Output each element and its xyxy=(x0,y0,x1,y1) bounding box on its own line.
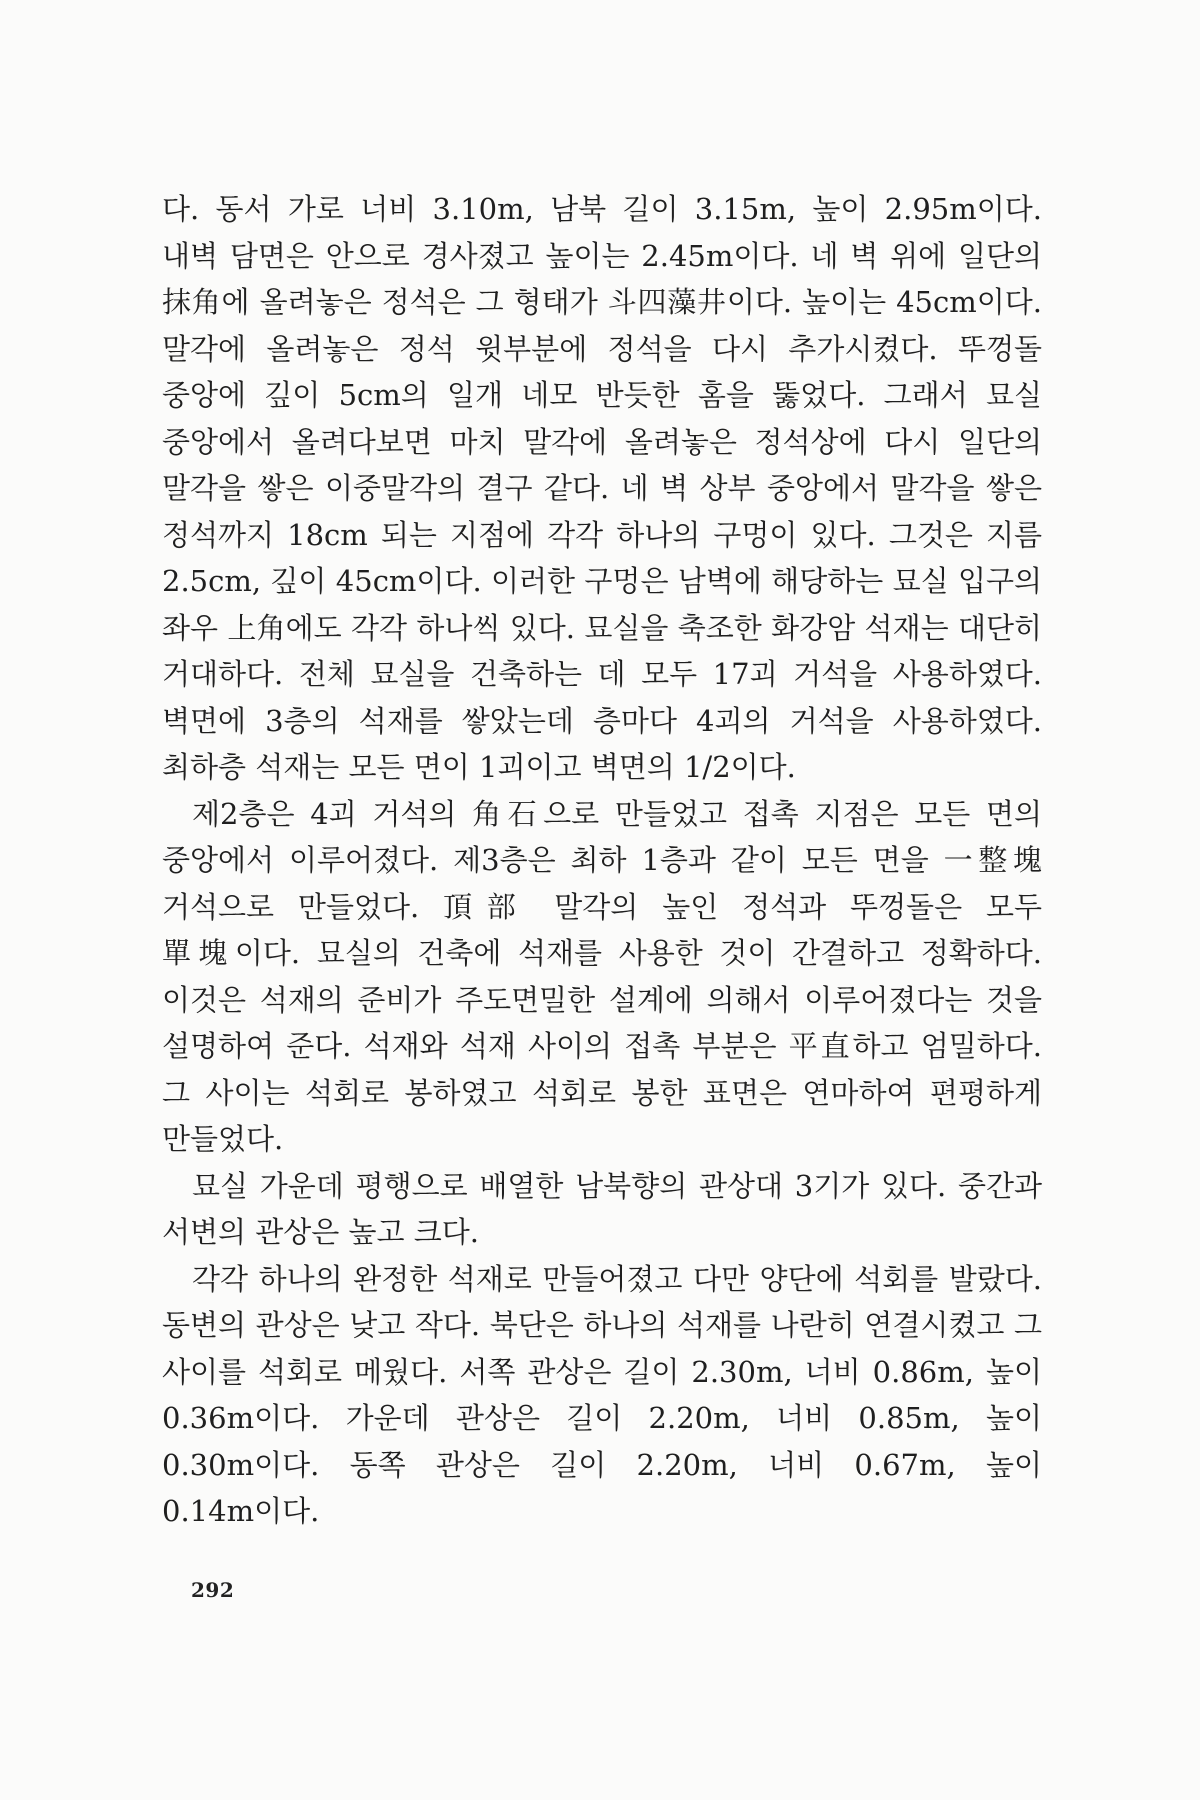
page-number: 292 xyxy=(191,1578,235,1602)
paragraph-4: 각각 하나의 완정한 석재로 만들어졌고 다만 양단에 석회를 발랐다. 동변의 관상은 낮고 작다. 북단은 하나의 석재를 나란히 연결시켰고 그 사이를 석회로 메웠다. 서쪽 관상은 길이 2.30m, 너비 0.86m, 높이 0.36m이다. 가운데 관상은 길이 2.20m, 너비 0.85m, 높이 0.30m이다. 동쪽 관상은 길이 2.20m, 너비 0.67m, 높이 0.14m이다. xyxy=(162,1261,1042,1528)
paragraph-1: 다. 동서 가로 너비 3.10m, 남북 길이 3.15m, 높이 2.95m이다. 내벽 담면은 안으로 경사졌고 높이는 2.45m이다. 네 벽 위에 일단의 抹角에 올려놓은 정석은 그 형태가 斗四藻井이다. 높이는 45cm이다. 말각에 올려놓은 정석 윗부분에 정석을 다시 추가시켰다. 뚜껑돌 중앙에 깊이 5cm의 일개 네모 반듯한 홈을 뚫었다. 그래서 묘실 중앙에서 올려다보면 마치 말각에 올려놓은 정석상에 다시 일단의 말각을 쌓은 이중말각의 결구 같다. 네 벽 상부 중앙에서 말각을 쌓은 정석까지 18cm 되는 지점에 각각 하나의 구멍이 있다. 그것은 지름 2.5cm, 깊이 45cm이다. 이러한 구멍은 남벽에 해당하는 묘실 입구의 좌우 上角에도 각각 하나씩 있다. 묘실을 축조한 화강암 석재는 대단히 거대하다. 전체 묘실을 건축하는 데 모두 17괴 거석을 사용하였다. 벽면에 3층의 석재를 쌓았는데 층마다 4괴의 거석을 사용하였다. 최하층 석재는 모든 면이 1괴이고 벽면의 1/2이다. xyxy=(162,192,1042,784)
body-text xyxy=(162,186,1042,1535)
paragraph-3: 묘실 가운데 평행으로 배열한 남북향의 관상대 3기가 있다. 중간과 서변의 관상은 높고 크다. xyxy=(162,1168,1042,1249)
paragraph-2: 제2층은 4괴 거석의 角石으로 만들었고 접촉 지점은 모든 면의 중앙에서 이루어졌다. 제3층은 최하 1층과 같이 모든 면을 一整塊 거석으로 만들었다. 頂部 말각의 높인 정석과 뚜껑돌은 모두 單塊이다. 묘실의 건축에 석재를 사용한 것이 간결하고 정확하다. 이것은 석재의 준비가 주도면밀한 설계에 의해서 이루어졌다는 것을 설명하여 준다. 석재와 석재 사이의 접촉 부분은 平直하고 엄밀하다. 그 사이는 석회로 봉하였고 석회로 봉한 표면은 연마하여 편평하게 만들었다. xyxy=(162,796,1042,1156)
